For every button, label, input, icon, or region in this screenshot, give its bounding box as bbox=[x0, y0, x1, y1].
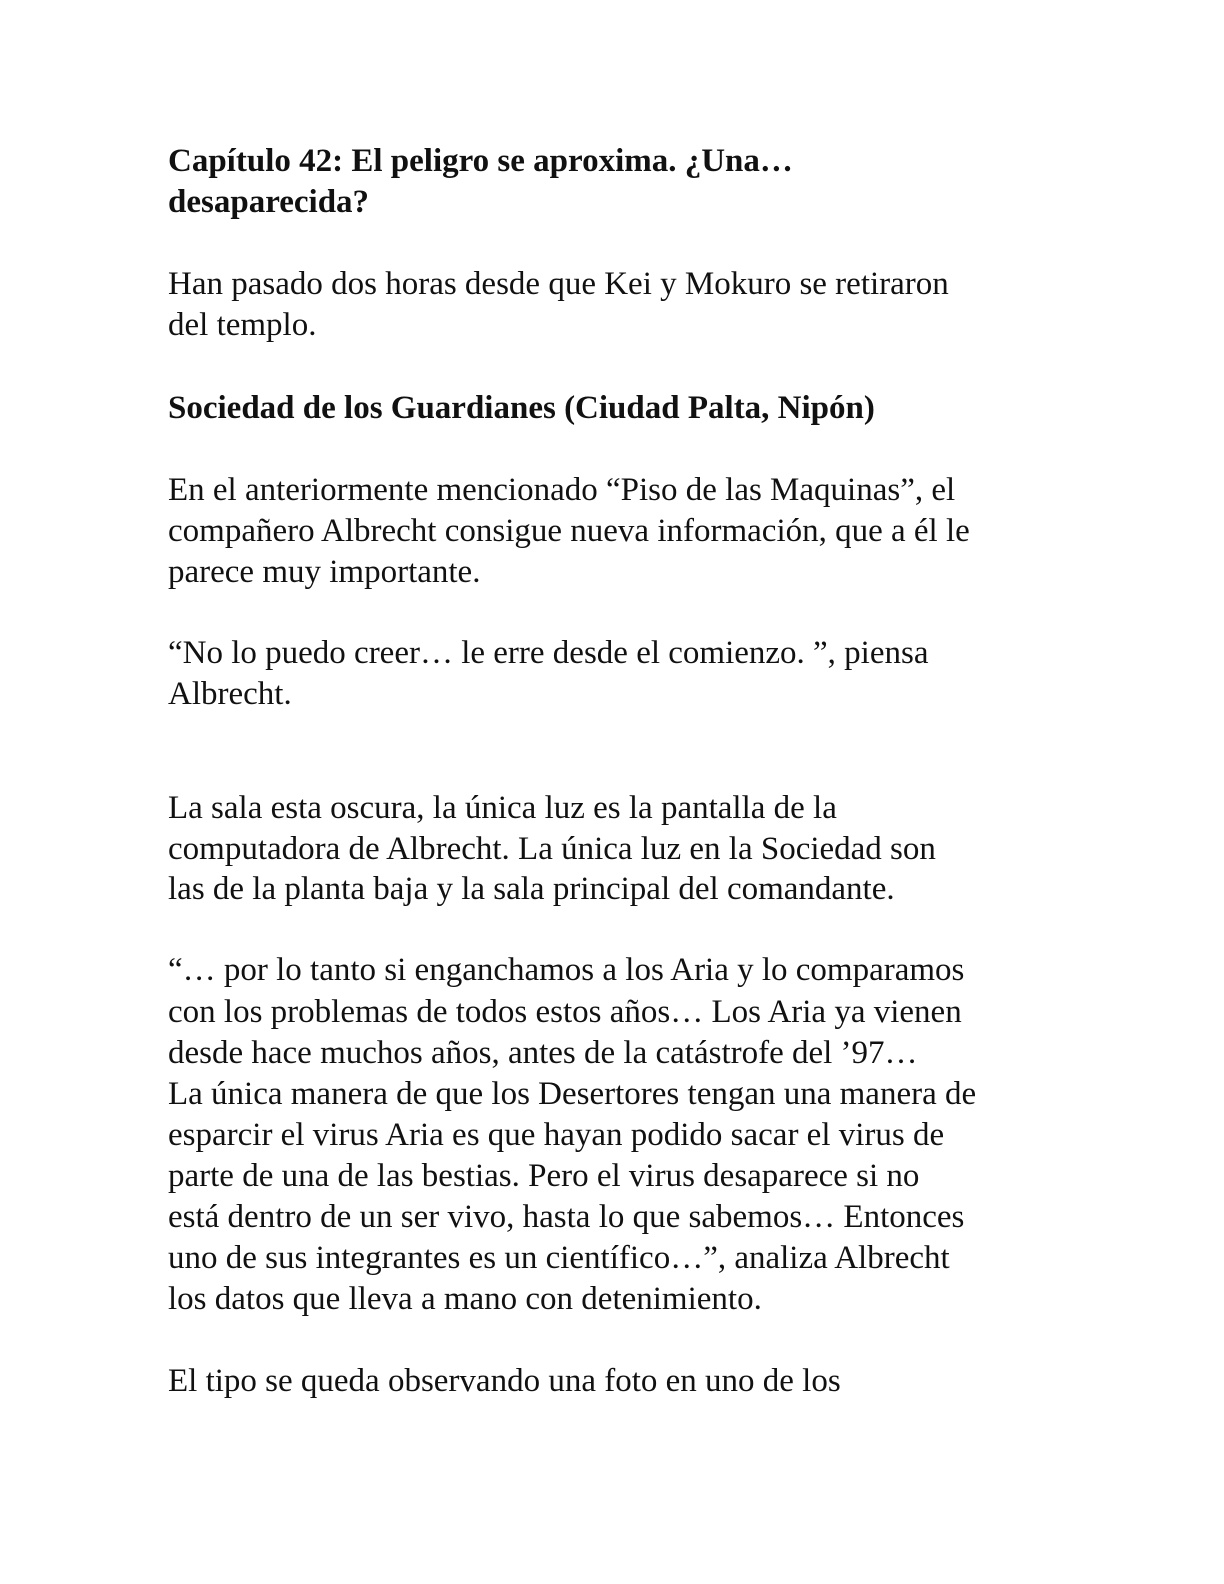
paragraph-line: con los problemas de todos estos años… Los Aria ya vienen bbox=[168, 994, 962, 1030]
paragraph-line: está dentro de un ser vivo, hasta lo que sabemos… Entonces bbox=[168, 1199, 965, 1235]
paragraph-line: esparcir el virus Aria es que hayan podido sacar el virus de bbox=[168, 1117, 945, 1153]
paragraph-line: desde hace muchos años, antes de la catástrofe del ’97… bbox=[168, 1035, 918, 1071]
paragraph-line: La sala esta oscura, la única luz es la pantalla de la bbox=[168, 790, 837, 826]
paragraph-line: compañero Albrecht consigue nueva información, que a él le bbox=[168, 513, 970, 549]
paragraph-line: En el anteriormente mencionado “Piso de las Maquinas”, el bbox=[168, 472, 956, 508]
chapter-title-line: desaparecida? bbox=[168, 184, 370, 220]
paragraph-line: Albrecht. bbox=[168, 676, 292, 712]
section-heading: Sociedad de los Guardianes (Ciudad Palta, Nipón) bbox=[168, 390, 875, 426]
paragraph-line: las de la planta baja y la sala principal del comandante. bbox=[168, 871, 895, 907]
paragraph-line: “… por lo tanto si enganchamos a los Aria y lo comparamos bbox=[168, 952, 965, 988]
chapter-title-line: Capítulo 42: El peligro se aproxima. ¿Una… bbox=[168, 143, 793, 179]
paragraph-line: parece muy importante. bbox=[168, 554, 481, 590]
paragraph-line: La única manera de que los Desertores tengan una manera de bbox=[168, 1076, 977, 1112]
paragraph-line: uno de sus integrantes es un científico…”, analiza Albrecht bbox=[168, 1240, 950, 1276]
paragraph-line: del templo. bbox=[168, 307, 317, 343]
paragraph-line: computadora de Albrecht. La única luz en la Sociedad son bbox=[168, 831, 936, 867]
paragraph-line: los datos que lleva a mano con detenimiento. bbox=[168, 1281, 762, 1317]
paragraph-line: parte de una de las bestias. Pero el virus desaparece si no bbox=[168, 1158, 920, 1194]
paragraph-line: El tipo se queda observando una foto en uno de los bbox=[168, 1363, 841, 1399]
paragraph-line: “No lo puedo creer… le erre desde el comienzo. ”, piensa bbox=[168, 635, 929, 671]
paragraph-line: Han pasado dos horas desde que Kei y Mokuro se retiraron bbox=[168, 266, 949, 302]
